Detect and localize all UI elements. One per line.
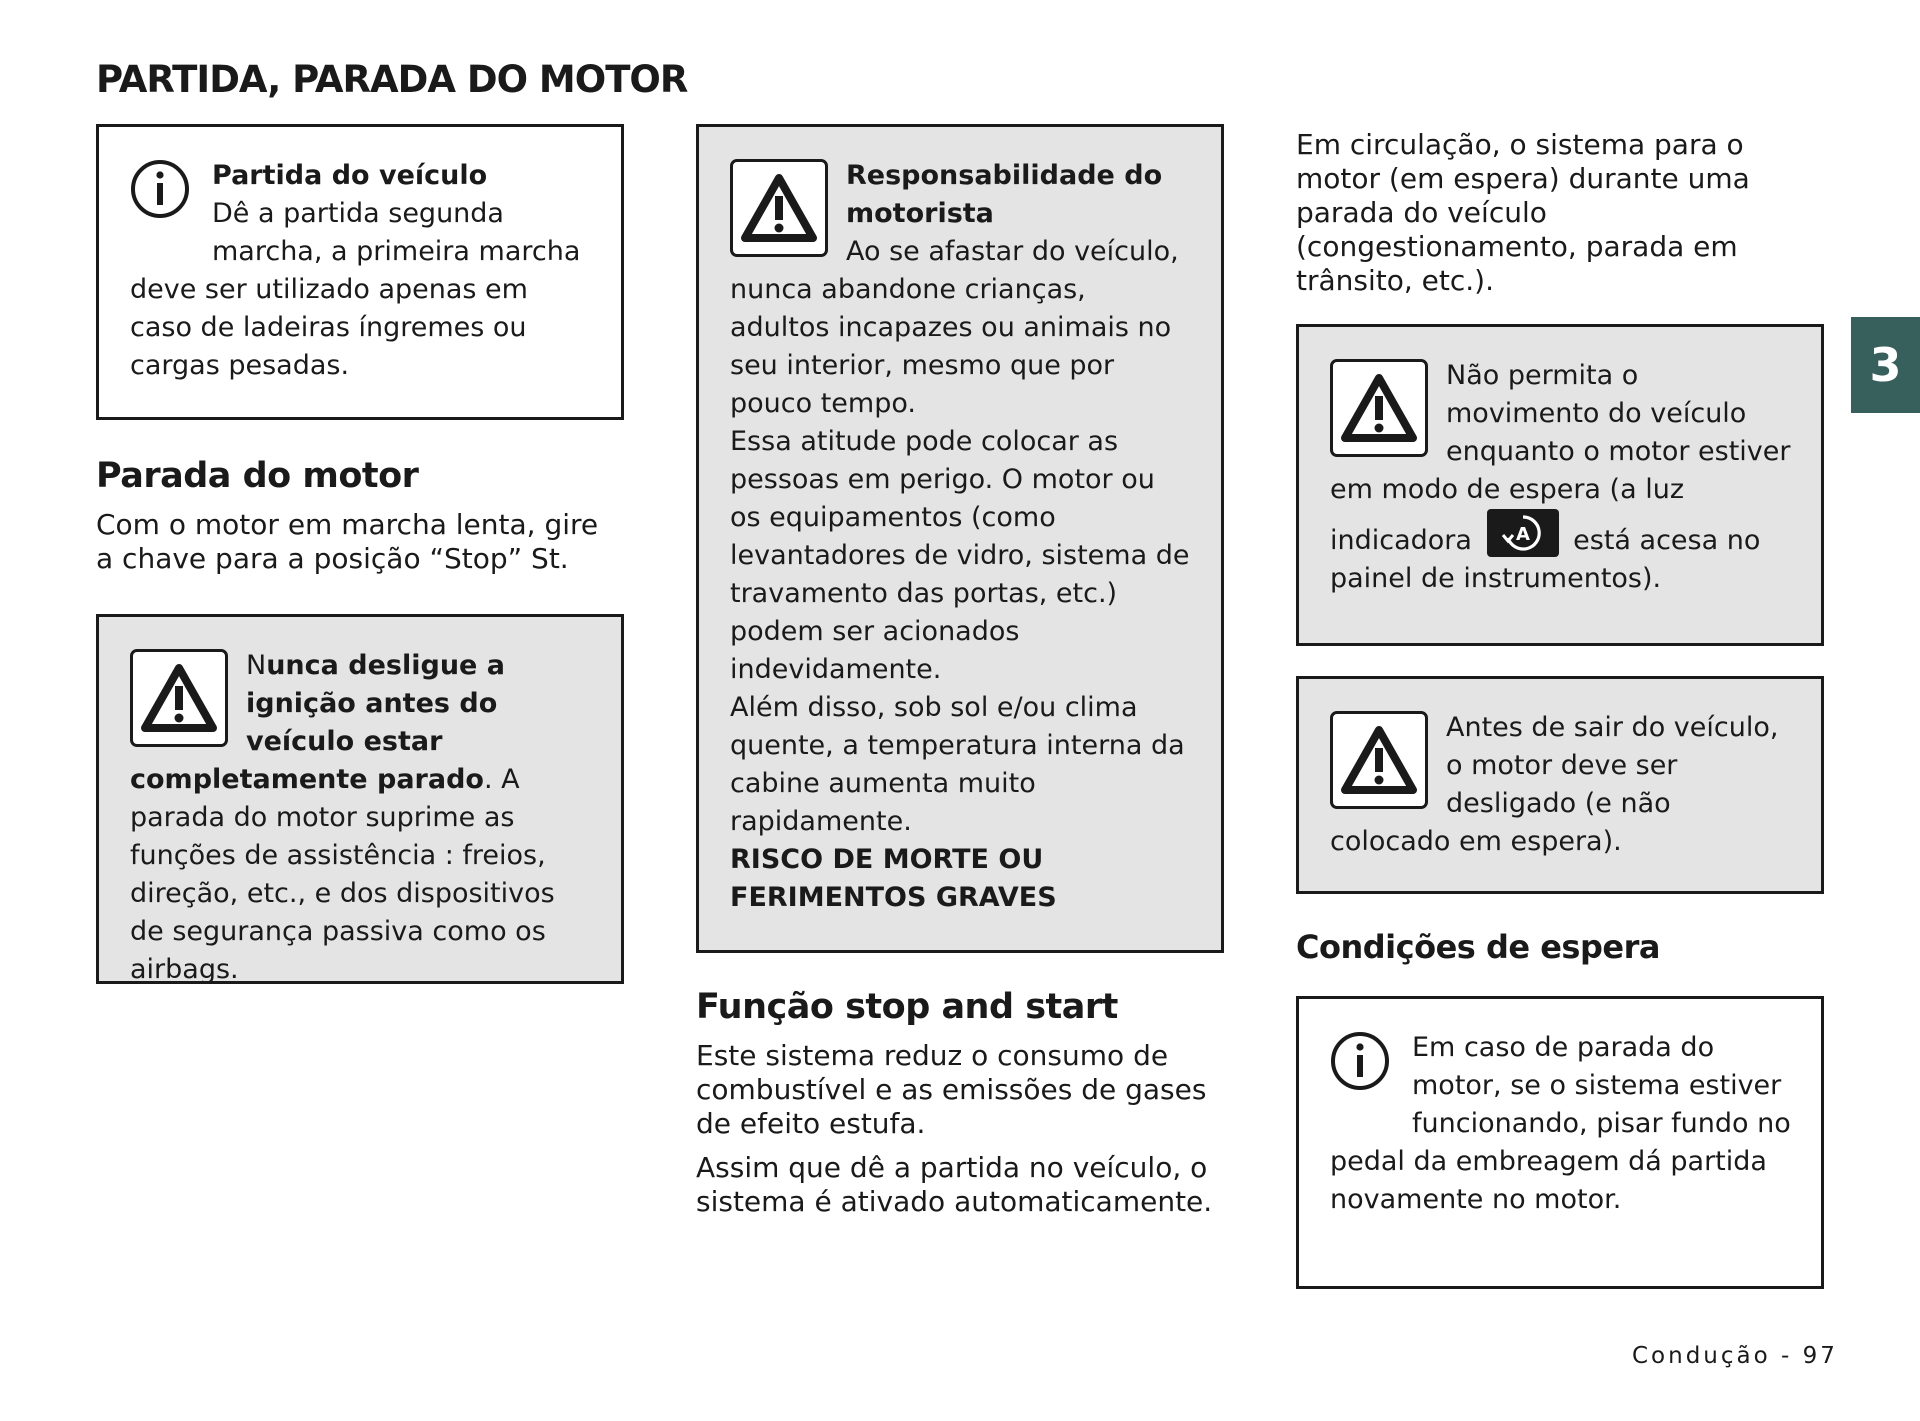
- stop-start-paragraph-1: Este sistema reduz o consumo de combustível e as emissões de gases de efeito estufa.: [696, 1039, 1207, 1140]
- page-footer: Condução - 97: [1632, 1343, 1838, 1369]
- engine-stop-text: Com o motor em marcha lenta, gire a chave para a posição “Stop” St.: [96, 508, 599, 575]
- warning-triangle-icon: [1330, 711, 1428, 809]
- column-2: [696, 124, 1224, 1219]
- warning-text-3: Além disso, sob sol e/ou clima quente, a temperatura interna da cabine aumenta muito rapidamente.: [730, 692, 1185, 837]
- warning-heading: Responsabilidade do motorista: [846, 160, 1163, 229]
- circulation-intro-text: Em circulação, o sistema para o motor (em espera) durante uma parada do veículo (congestionamento, parada em trânsito, etc.).: [1296, 128, 1750, 297]
- warning-first-letter: N: [246, 650, 267, 681]
- warning-text-2: Essa atitude pode colocar as pessoas em perigo. O motor ou os equipamentos (como levantadores de vidro, sistema de travamento das portas, etc.) podem ser acionados indevidamente.: [730, 426, 1190, 685]
- section-title-engine-stop: Parada do motor: [96, 456, 419, 496]
- warning-triangle-icon: [130, 649, 228, 747]
- info-box-standby: [1296, 996, 1824, 1289]
- warning-triangle-icon: [1330, 359, 1428, 457]
- section-title-standby-conditions: Condições de espera: [1296, 928, 1660, 966]
- warning-box-driver-responsibility: [696, 124, 1224, 953]
- warning-text-1: Ao se afastar do veículo, nunca abandone crianças, adultos incapazes ou animais no seu interior, mesmo que por pouco tempo.: [730, 236, 1179, 419]
- warning-text-b: está acesa no painel de instrumentos).: [1330, 525, 1761, 594]
- info-box-vehicle-start: [96, 124, 624, 420]
- warning-risk-text: RISCO DE MORTE OU FERIMENTOS GRAVES: [730, 844, 1057, 913]
- warning-text: . A parada do motor suprime as funções de assistência : freios, direção, etc., e dos dispositivos de segurança passiva como os airbags.: [130, 764, 555, 985]
- info-icon: [130, 159, 190, 230]
- svg-text:A: A: [1515, 524, 1530, 545]
- warning-text: Antes de sair do veículo, o motor deve ser desligado (e não colocado em espera).: [1330, 712, 1779, 857]
- warning-triangle-icon: [730, 159, 828, 257]
- warning-box-ignition: [96, 614, 624, 984]
- chapter-tab: 3: [1851, 317, 1920, 413]
- column-1: [96, 124, 624, 984]
- warning-text-a: Não permita o movimento do veículo enquanto o motor estiver em modo de espera (a luz indicadora: [1330, 360, 1791, 556]
- section-title-stop-and-start: Função stop and start: [696, 987, 1118, 1027]
- auto-stop-indicator-icon: [1487, 509, 1559, 557]
- warning-box-standby-movement: [1296, 324, 1824, 646]
- page-title: PARTIDA, PARADA DO MOTOR: [96, 58, 688, 101]
- info-heading: Partida do veículo: [212, 160, 488, 191]
- warning-bold-text: unca desligue a ignição antes do veículo estar completamente parado: [130, 650, 505, 795]
- info-text: Em caso de parada do motor, se o sistema estiver funcionando, pisar fundo no pedal da embreagem dá partida novamente no motor.: [1330, 1032, 1791, 1215]
- stop-start-paragraph-2: Assim que dê a partida no veículo, o sistema é ativado automaticamente.: [696, 1151, 1213, 1218]
- info-text: Dê a partida segunda marcha, a primeira marcha deve ser utilizado apenas em caso de ladeiras íngremes ou cargas pesadas.: [130, 198, 581, 381]
- warning-box-leave-vehicle: [1296, 676, 1824, 894]
- column-3: [1296, 124, 1824, 1289]
- info-icon: [1330, 1031, 1390, 1102]
